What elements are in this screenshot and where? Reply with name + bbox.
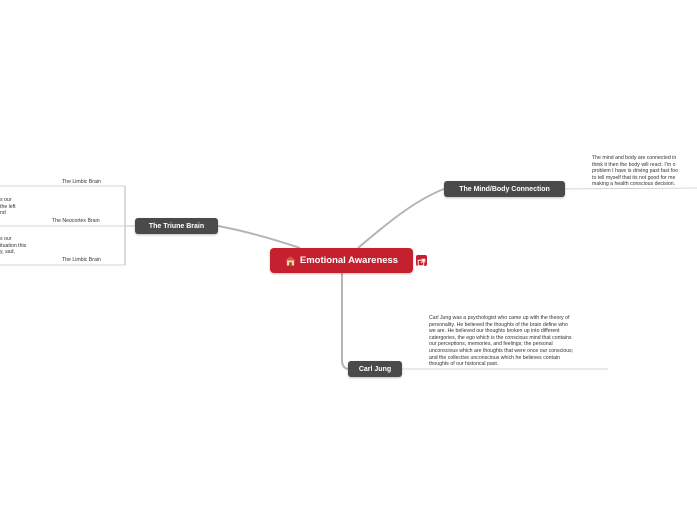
external-link-icon[interactable]: [416, 255, 427, 266]
central-topic-label: Emotional Awareness: [299, 255, 399, 266]
mind-body-note: The mind and body are connected in think it then the body will react. I'm o problem I have is driving past fast foo to tell myself that its not good for me making a health conscious decision.: [592, 155, 678, 188]
subtopic-limbic-brain-top[interactable]: The Limbic Brain: [62, 179, 101, 185]
link-central-mindbody: [358, 189, 444, 248]
topic-mind-body-label: The Mind/Body Connection: [459, 185, 550, 193]
topic-carl-jung-label: Carl Jung: [358, 365, 392, 373]
triune-note-clipped-1: s our the left nd: [0, 197, 16, 217]
link-central-jung: [342, 273, 348, 369]
link-triune-bracket: [125, 186, 135, 265]
central-topic[interactable]: [270, 248, 413, 273]
topic-carl-jung[interactable]: [348, 361, 402, 377]
home-icon: [285, 256, 296, 266]
subtopic-limbic-brain-bottom[interactable]: The Limbic Brain: [62, 257, 101, 263]
topic-triune-brain-label: The Triune Brain: [148, 222, 205, 230]
link-central-triune: [218, 226, 300, 248]
topic-triune-brain[interactable]: [135, 218, 218, 234]
subtopic-neocortex-brain[interactable]: The Neocortex Brain: [52, 218, 100, 224]
triune-note-clipped-2: s our ituation this y, sad,: [0, 236, 27, 256]
link-mindbody-note: [565, 188, 697, 189]
topic-mind-body-connection[interactable]: [444, 181, 565, 197]
carl-jung-note: Carl Jung was a psychologist who came up with the theory of personality. He believed the thoughts of the brain define who we are. He believed our thoughts broken up into different catergories, the ego which is the conscious mind that contains our perceptions, memories, and feelings; the personal unconscious which are thoughts that were once our conscious; and the collective unconscious which he believes contain thoughts of our historical past.: [429, 315, 574, 368]
